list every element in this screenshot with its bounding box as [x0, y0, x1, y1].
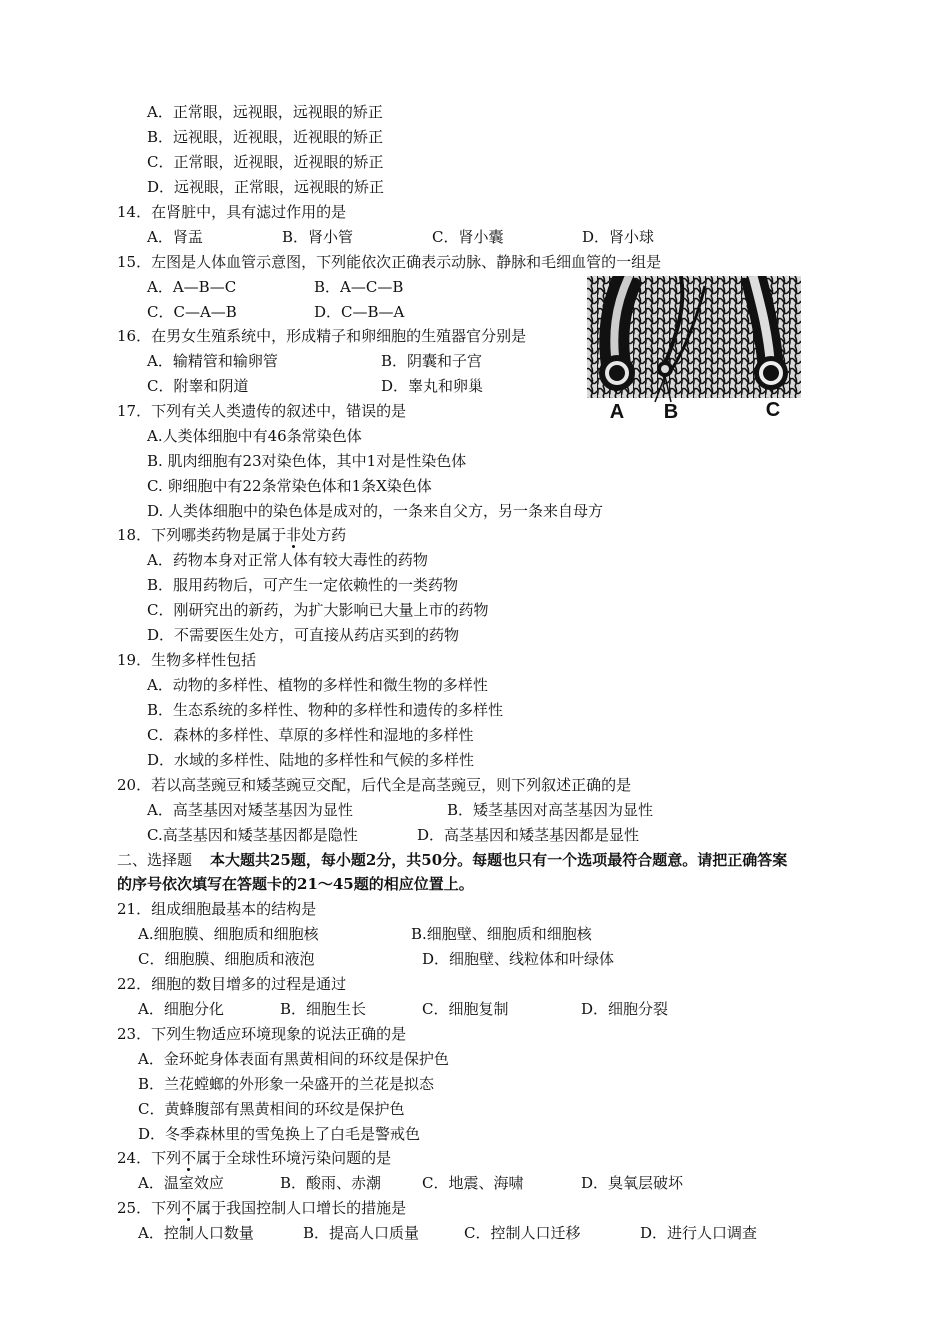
q22-option-c: C．细胞复制: [422, 1000, 509, 1018]
q23-option-d: D．冬季森林里的雪兔换上了白毛是警戒色: [138, 1125, 421, 1143]
q16-option-c: C．附睾和阴道: [147, 377, 249, 395]
q23-option-b: B．兰花螳螂的外形象一朵盛开的兰花是拟态: [138, 1075, 435, 1093]
q22-option-d: D．细胞分裂: [581, 1000, 669, 1018]
q25-option-c: C．控制人口迁移: [464, 1224, 581, 1242]
q17-option-c: C. 卵细胞中有22条常染色体和1条X染色体: [147, 477, 432, 495]
q19-option-a: A．动物的多样性、植物的多样性和微生物的多样性: [147, 676, 488, 694]
figure-label-a: A: [609, 401, 625, 422]
q13-option-a: A．正常眼，远视眼，远视眼的矫正: [147, 103, 383, 121]
q13-option-d: D．远视眼，正常眼，远视眼的矫正: [147, 178, 385, 196]
q24-option-b: B．酸雨、赤潮: [280, 1174, 382, 1192]
q15-stem: 15．左图是人体血管示意图，下列能依次正确表示动脉、静脉和毛细血管的一组是: [117, 253, 662, 271]
q20-option-a: A．高茎基因对矮茎基因为显性: [147, 801, 353, 819]
q20-stem: 20．若以高茎豌豆和矮茎豌豆交配，后代全是高茎豌豆，则下列叙述正确的是: [117, 776, 632, 794]
q22-option-a: A．细胞分化: [138, 1000, 224, 1018]
q22-option-b: B．细胞生长: [280, 1000, 367, 1018]
q21-option-a: A.细胞膜、细胞质和细胞核: [138, 925, 319, 943]
q16-stem: 16．在男女生殖系统中，形成精子和卵细胞的生殖器官分别是: [117, 327, 527, 345]
q19-option-b: B．生态系统的多样性、物种的多样性和遗传的多样性: [147, 701, 504, 719]
q14-option-b: B．肾小管: [282, 228, 354, 246]
q24-emphasis: 不: [181, 1149, 197, 1167]
q25-option-b: B．提高人口质量: [303, 1224, 420, 1242]
q20-option-c: C.高茎基因和矮茎基因都是隐性: [147, 826, 358, 844]
q15-option-a: A．A—B—C: [147, 278, 237, 296]
q20-option-d: D．高茎基因和矮茎基因都是显性: [417, 826, 640, 844]
q17-option-a: A.人类体细胞中有46条常染色体: [147, 427, 362, 445]
q24-option-a: A．温室效应: [138, 1174, 224, 1192]
q15-option-c: C．C—A—B: [147, 303, 237, 321]
q23-option-c: C．黄蜂腹部有黑黄相间的环纹是保护色: [138, 1100, 405, 1118]
q21-option-b: B.细胞壁、细胞质和细胞核: [411, 925, 592, 943]
q23-stem: 23．下列生物适应环境现象的说法正确的是: [117, 1025, 407, 1043]
q24-stem: 24．下列不属于全球性环境污染问题的是: [117, 1149, 392, 1167]
q21-stem: 21．组成细胞最基本的结构是: [117, 900, 317, 918]
q18-option-b: B．服用药物后，可产生一定依赖性的一类药物: [147, 576, 459, 594]
q14-option-d: D．肾小球: [582, 228, 655, 246]
q25-emphasis: 不: [181, 1199, 197, 1217]
q16-option-d: D．睾丸和卵巢: [381, 377, 484, 395]
q17-option-d: D. 人类体细胞中的染色体是成对的，一条来自父方，另一条来自母方: [147, 502, 604, 520]
q25-option-d: D．进行人口调查: [640, 1224, 758, 1242]
q23-option-a: A．金环蛇身体表面有黑黄相间的环纹是保护色: [138, 1050, 449, 1068]
q15-option-b: B．A—C—B: [314, 278, 404, 296]
q24-option-d: D．臭氧层破坏: [581, 1174, 684, 1192]
q14-stem: 14．在肾脏中，具有滤过作用的是: [117, 203, 347, 221]
blood-vessel-figure: [585, 276, 803, 422]
q19-stem: 19．生物多样性包括: [117, 651, 257, 669]
q21-option-d: D．细胞壁、线粒体和叶绿体: [422, 950, 615, 968]
q18-option-a: A．药物本身对正常人体有较大毒性的药物: [147, 551, 428, 569]
q19-option-d: D．水域的多样性、陆地的多样性和气候的多样性: [147, 751, 475, 769]
section2-instructions-line2: 的序号依次填写在答题卡的21～45题的相应位置上。: [117, 875, 474, 893]
q25-stem: 25．下列不属于我国控制人口增长的措施是: [117, 1199, 407, 1217]
q13-option-c: C．正常眼，近视眼，近视眼的矫正: [147, 153, 384, 171]
q25-option-a: A．控制人口数量: [138, 1224, 254, 1242]
figure-label-c: C: [765, 399, 781, 421]
q19-option-c: C．森林的多样性、草原的多样性和湿地的多样性: [147, 726, 474, 744]
q17-option-b: B. 肌肉细胞有23对染色体，其中1对是性染色体: [147, 452, 467, 470]
q17-stem: 17．下列有关人类遗传的叙述中，错误的是: [117, 402, 407, 420]
section2-instructions-line1: 本大题共25题，每小题2分，共50分。每题也只有一个选项最符合题意。请把正确答案: [210, 851, 788, 869]
q18-emphasis: 非: [286, 526, 302, 544]
q24-option-c: C．地震、海啸: [422, 1174, 524, 1192]
q18-option-c: C．刚研究出的新药，为扩大影响已大量上市的药物: [147, 601, 489, 619]
q16-option-a: A．输精管和输卵管: [147, 352, 278, 370]
figure-label-b: B: [663, 401, 679, 422]
q21-option-c: C．细胞膜、细胞质和液泡: [138, 950, 315, 968]
q14-option-c: C．肾小囊: [432, 228, 504, 246]
q16-option-b: B．阴囊和子宫: [381, 352, 483, 370]
section2-title: 二、选择题: [117, 851, 193, 869]
q13-option-b: B．远视眼，近视眼，近视眼的矫正: [147, 128, 384, 146]
q20-option-b: B．矮茎基因对高茎基因为显性: [447, 801, 654, 819]
q15-option-d: D．C—B—A: [314, 303, 405, 321]
q18-option-d: D．不需要医生处方，可直接从药店买到的药物: [147, 626, 460, 644]
q22-stem: 22．细胞的数目增多的过程是通过: [117, 975, 347, 993]
q14-option-a: A．肾盂: [147, 228, 203, 246]
q18-stem: 18．下列哪类药物是属于非处方药: [117, 526, 347, 544]
